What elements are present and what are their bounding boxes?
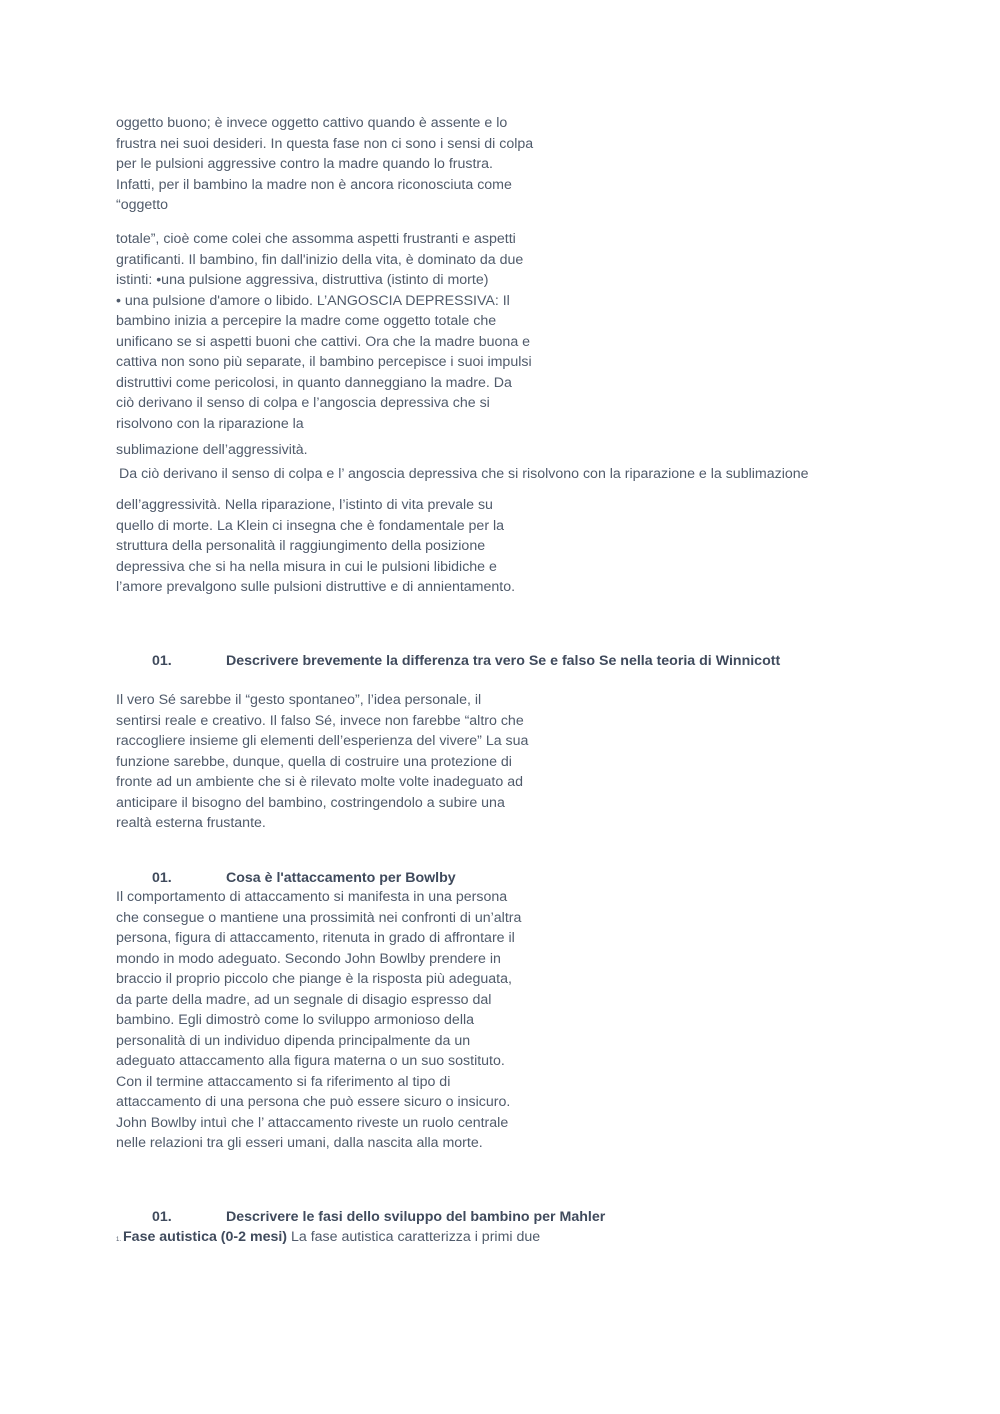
section-body-winnicott	[116, 690, 586, 834]
text-line: struttura della personalità il raggiungimento della posizione	[116, 538, 486, 554]
text-line: personalità di un individuo dipenda principalmente da un	[116, 1032, 471, 1049]
text-line: anticipare il bisogno del bambino, costringendolo a subire una	[116, 794, 505, 811]
text-line: totale”, cioè come colei che assomma aspetti frustranti e aspetti	[116, 231, 516, 247]
text-line: bambino. Egli dimostrò come lo sviluppo armonioso della	[116, 1012, 475, 1028]
text-line: attaccamento di una persona che può essere sicuro o insicuro.	[116, 1094, 511, 1110]
text-line: persona, figura di attaccamento, ritenuta in grado di affrontare il	[116, 930, 515, 946]
section-heading-bowlby	[0, 868, 1000, 888]
text-line: “oggetto	[116, 197, 169, 213]
text-line: distruttivi come pericolosi, in quanto danneggiano la madre. Da	[116, 374, 512, 391]
text-line: depressiva che si ha nella misura in cui le pulsioni libidiche e	[116, 558, 497, 575]
list-marker: 1.	[116, 1237, 122, 1243]
section-title: Cosa è l'attaccamento per Bowlby	[226, 870, 456, 886]
text-line: realtà esterna frustante.	[116, 815, 266, 831]
text-line: sublimazione dell’aggressività.	[116, 442, 308, 458]
text-line: quello di morte. La Klein ci insegna che è fondamentale per la	[116, 517, 505, 534]
paragraph-block-4	[116, 495, 586, 598]
text-line: gratificanti. Il bambino, fin dall'inizio della vita, è dominato da due	[116, 251, 524, 268]
text-line: cattiva non sono più separate, il bambino percepisce i suoi impulsi	[116, 354, 532, 370]
text-line: Infatti, per il bambino la madre non è ancora riconosciuta come	[116, 176, 512, 193]
text-line: fronte ad un ambiente che si è rilevato molte volte inadeguato ad	[116, 774, 523, 790]
text-line: raccogliere insieme gli elementi dell’esperienza del vivere” La sua	[116, 733, 529, 749]
text-line: Il vero Sé sarebbe il “gesto spontaneo”, l’idea personale, il	[116, 692, 482, 708]
text-line: frustra nei suoi desideri. In questa fase non ci sono i sensi di colpa	[116, 135, 534, 152]
section-number: 01.	[152, 1209, 172, 1225]
text-line: l’amore prevalgono sulle pulsioni distruttive e di annientamento.	[116, 579, 516, 595]
text-line: per le pulsioni aggressive contro la madre quando lo frustra.	[116, 156, 493, 172]
text-line: John Bowlby intuì che l’ attaccamento riveste un ruolo centrale	[116, 1114, 509, 1131]
section-body-bowlby	[116, 887, 586, 1154]
section-number: 01.	[152, 653, 172, 669]
text-line: unificano se si aspetti buoni che cattivi. Ora che la madre buona e	[116, 333, 531, 350]
section-title: Descrivere le fasi dello sviluppo del bambino per Mahler	[226, 1209, 606, 1225]
wide-text-line: Da ciò derivano il senso di colpa e l’ angoscia depressiva che si risolvono con la riparazione e la sublimazione	[119, 466, 809, 482]
paragraph-block-3	[116, 440, 586, 461]
text-line: nelle relazioni tra gli esseri umani, dalla nascita alla morte.	[116, 1135, 483, 1151]
text-line: funzione sarebbe, dunque, quella di costruire una protezione di	[116, 753, 512, 770]
section-heading-mahler	[0, 1207, 1000, 1227]
paragraph-block-2	[116, 229, 586, 434]
section-number: 01.	[152, 870, 172, 886]
text-line: dell’aggressività. Nella riparazione, l’istinto di vita prevale su	[116, 497, 493, 513]
section-title: Descrivere brevemente la differenza tra vero Se e falso Se nella teoria di Winnicott	[226, 653, 781, 669]
text-line: da parte della madre, ad un segnale di disagio espresso dal	[116, 991, 492, 1008]
list-item-bold-label: Fase autistica (0-2 mesi)	[123, 1229, 288, 1245]
text-line: adeguato attaccamento alla figura materna o un suo sostituto.	[116, 1053, 505, 1069]
paragraph-block-1	[116, 113, 586, 216]
text-line: mondo in modo adeguato. Secondo John Bowlby prendere in	[116, 950, 501, 967]
text-line: Il comportamento di attaccamento si manifesta in una persona	[116, 889, 508, 905]
list-item-text: La fase autistica caratterizza i primi due	[287, 1229, 541, 1245]
list-item-mahler-phase-1	[116, 1227, 540, 1251]
text-line: bambino inizia a percepire la madre come oggetto totale che	[116, 313, 497, 329]
text-line: • una pulsione d'amore o libido. L’ANGOSCIA DEPRESSIVA: Il	[116, 292, 510, 309]
section-heading-winnicott	[0, 651, 1000, 671]
text-line: che consegue o mantiene una prossimità nei confronti di un’altra	[116, 909, 522, 926]
text-line: oggetto buono; è invece oggetto cattivo quando è assente e lo	[116, 115, 508, 131]
text-line: ciò derivano il senso di colpa e l’angoscia depressiva che si	[116, 395, 490, 411]
text-line: istinti: •una pulsione aggressiva, distruttiva (istinto di morte)	[116, 272, 489, 288]
text-line: sentirsi reale e creativo. Il falso Sé, invece non farebbe “altro che	[116, 712, 524, 729]
text-line: risolvono con la riparazione la	[116, 415, 304, 432]
text-line: Con il termine attaccamento si fa riferimento al tipo di	[116, 1073, 451, 1090]
text-line: braccio il proprio piccolo che piange è la risposta più adeguata,	[116, 971, 512, 987]
